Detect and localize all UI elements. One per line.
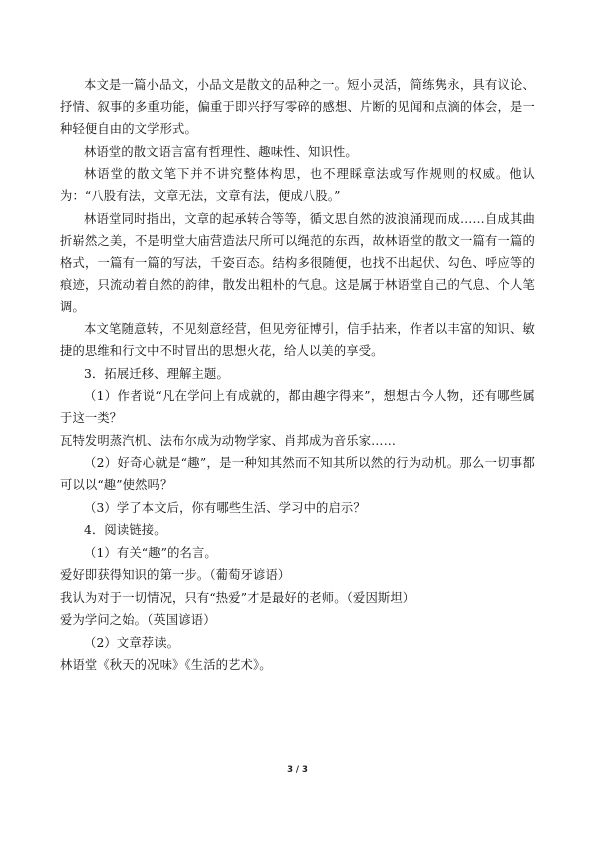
section-heading-4: 4．阅读链接。 [84,523,167,537]
paragraph-intro: 本文是一篇小品文，小品文是散文的品种之一。短小灵活，简练隽永，具有议论、抒情、叙事的多重功能，偏重于即兴抒写零碎的感想、片断的见闻和点滴的体会，是一种轻便自由的文学形式。 [60,78,535,136]
paragraph-summary: 本文笔随意转，不见刻意经营，但见旁征博引，信手拈来，作者以丰富的知识、敏捷的思维和行文中不时冒出的思想火花，给人以美的享受。 [60,322,535,358]
page-number: 3 / 3 [287,765,308,775]
subheading-quotes: （1）有关“趣”的名言。 [84,545,217,560]
question-3: （3）学了本文后，你有哪些生活、学习中的启示？ [84,500,366,515]
section-heading-3: 3．拓展迁移、理解主题。 [84,366,229,381]
reading-list: 林语堂《秋天的况味》《生活的艺术》。 [60,658,272,672]
question-1: （1）作者说“凡在学问上有成就的，都由趣字得来”，想想古今人物，还有哪些属于这一类？ [60,389,535,425]
question-2: （2）好奇心就是“趣”，是一种知其然而不知其所以然的行为动机。那么一切事都可以以“趣”使然吗？ [60,456,535,492]
quote-2: 我认为对于一切情况，只有“热爱”才是最好的老师。（爱因斯坦） [60,590,416,605]
paragraph-language: 林语堂的散文语言富有哲理性、趣味性、知识性。 [84,144,358,159]
subheading-reading: （2）文章荐读。 [84,635,180,650]
answer-1: 瓦特发明蒸汽机、法布尔成为动物学家、肖邦成为音乐家…… [60,433,397,448]
document-body [60,74,535,677]
quote-1: 爱好即获得知识的第一步。（葡萄牙谚语） [60,568,291,582]
paragraph-structure: 林语堂的散文笔下并不讲究整体构思，也不理睬章法或写作规则的权威。他认为：“八股有法，文章无法，文章有法，便成八股。” [60,167,535,203]
quote-3: 爱为学问之始。（英国谚语） [60,613,216,627]
paragraph-style: 林语堂同时指出，文章的起承转合等等，循文思自然的波浪涌现而成……自成其曲折崭然之美，不是明堂大庙营造法尺所可以绳范的东西，故林语堂的散文一篇有一篇的格式，一篇有一篇的写法，千姿百态。结构多很随便，也找不出起伏、勾色、呼应等的痕迹，只流动着自然的韵律，散发出粗朴的气息。这是属于林语堂自己的气息、个人笔调。 [60,211,535,314]
